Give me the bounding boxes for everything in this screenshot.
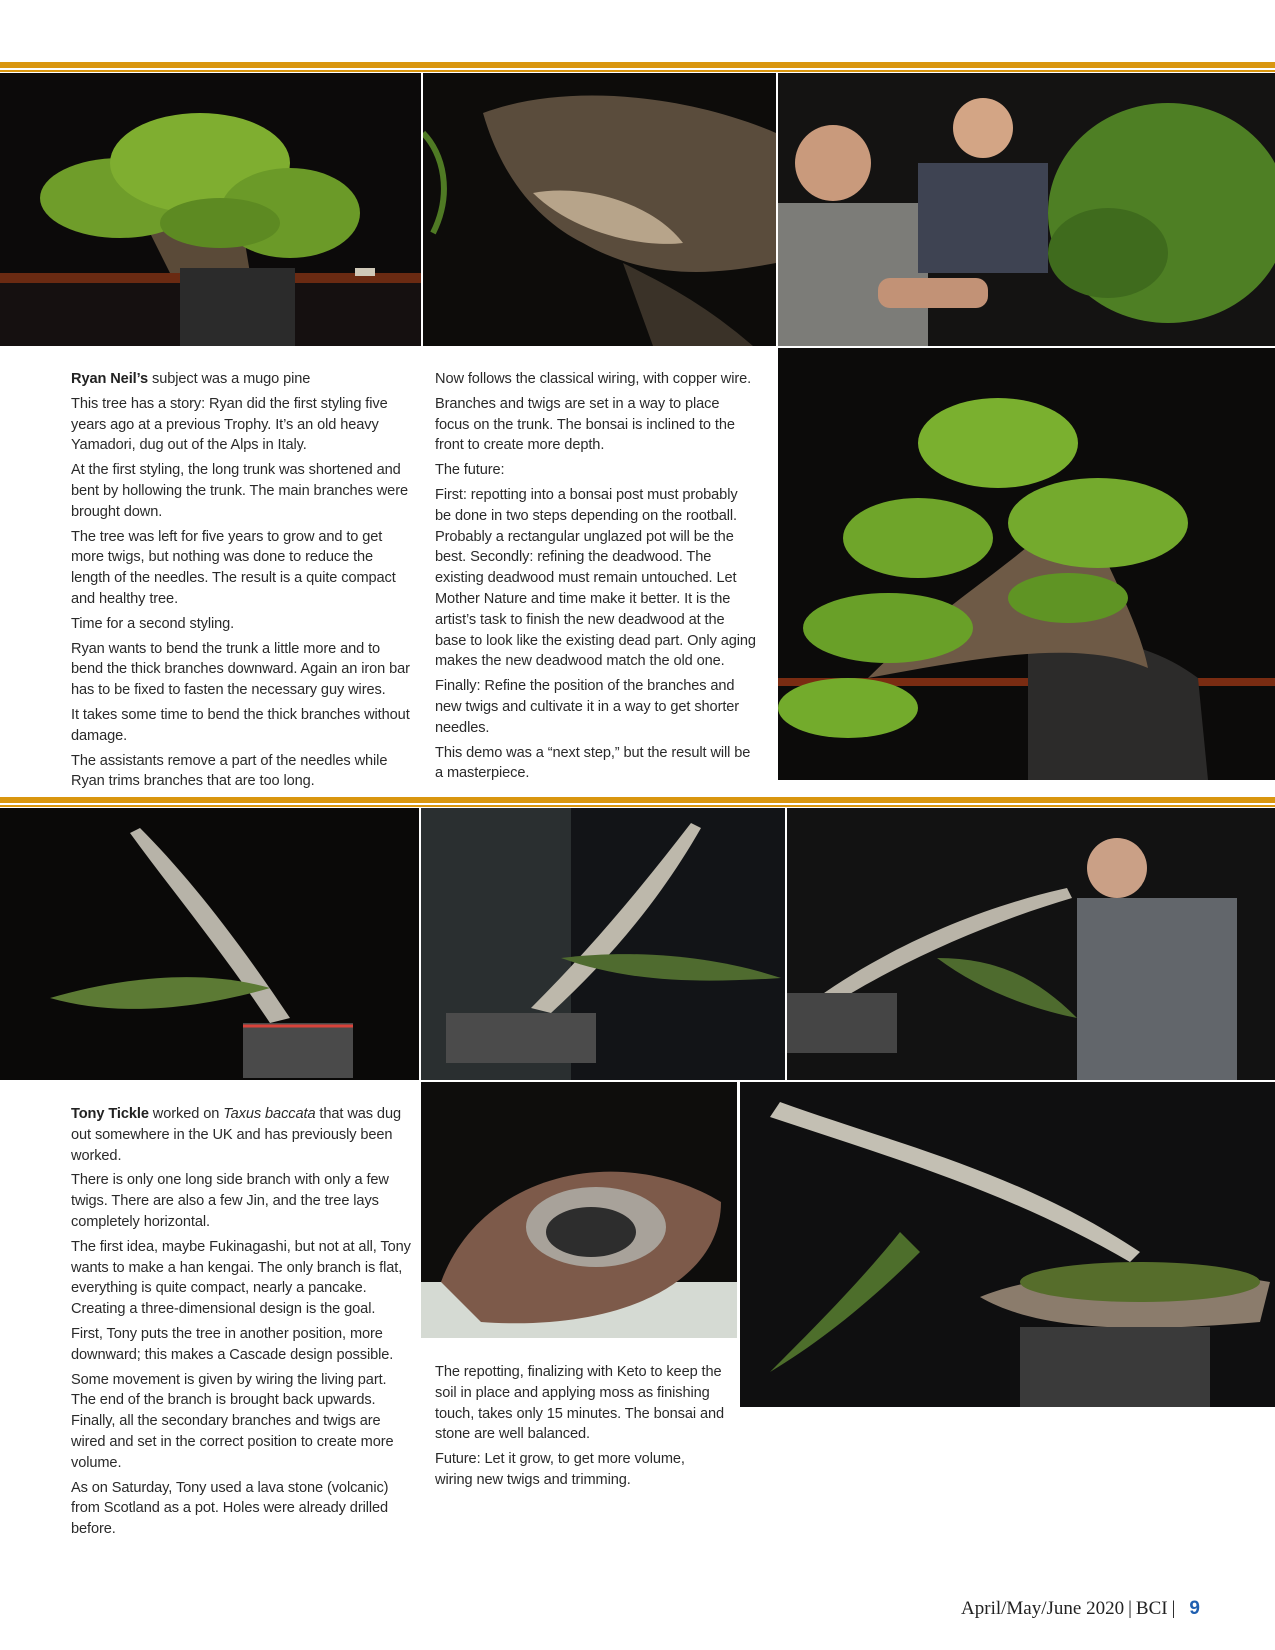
lava-stone-pot-photo: [421, 1082, 737, 1338]
paragraph: It takes some time to bend the thick branches without damage.: [71, 706, 410, 744]
paragraph: Branches and twigs are set in a way to place focus on the trunk. The bonsai is inclined to the front to create more depth.: [435, 395, 735, 454]
tony-tickle-text-column-2: [435, 1362, 725, 1495]
bottom-section-rule: [0, 797, 1275, 803]
paragraph: First, Tony puts the tree in another position, more downward; this makes a Cascade design possible.: [71, 1325, 394, 1363]
ryan-neil-text-column: [71, 369, 415, 796]
mugo-pine-before-photo: [0, 73, 421, 346]
tony-wiring-photo: [787, 808, 1275, 1080]
yew-wiring-photo: [421, 808, 785, 1080]
bottom-section-rule-thin: [0, 805, 1275, 807]
paragraph: Now follows the classical wiring, with copper wire.: [435, 371, 752, 387]
paragraph: As on Saturday, Tony used a lava stone (volcanic) from Scotland as a pot. Holes were already drilled before.: [71, 1479, 389, 1538]
yew-before-photo: [0, 808, 419, 1080]
top-section-rule: [0, 62, 1275, 68]
tony-tickle-text-column: [71, 1104, 411, 1544]
ryan-intro-paragraph: Ryan Neil’s subject was a mugo pine: [71, 371, 311, 387]
paragraph: Time for a second styling.: [71, 615, 235, 632]
paragraph: Finally: Refine the position of the branches and new twigs and cultivate it in a way to get shorter needles.: [435, 678, 740, 736]
paragraph: This demo was a “next step,” but the result will be a masterpiece.: [435, 744, 751, 782]
paragraph: The first idea, maybe Fukinagashi, but not at all, Tony wants to make a han kengai. The only branch is flat, everything is quite compact, nearly a pancake. Creating a three-dimensional design is the goal.: [71, 1238, 411, 1318]
tony-intro-paragraph: Tony Tickle worked on Taxus baccata that was dug out somewhere in the UK and has previously been worked.: [71, 1106, 401, 1164]
ryan-neil-text-column-2: [435, 369, 757, 788]
paragraph: The repotting, finalizing with Keto to keep the soil in place and applying moss as finishing touch, takes only 15 minutes. The bonsai and stone are well balanced.: [435, 1364, 725, 1443]
paragraph: The tree was left for five years to grow and to get more twigs, but nothing was done to reduce the length of the needles. The result is a quite compact and healthy tree.: [71, 528, 396, 607]
yew-final-photo: [740, 1082, 1275, 1407]
paragraph: Some movement is given by wiring the living part. The end of the branch is brought back upwards. Finally, all the secondary branches and twigs are wired and set in the correct position to create more volume.: [71, 1371, 394, 1471]
top-section-rule-thin: [0, 70, 1275, 72]
page-number: 9: [1189, 1598, 1200, 1619]
paragraph: This tree has a story: Ryan did the first styling five years ago at a previous Trophy. It’s an old heavy Yamadori, dug out of the Alps in Italy.: [71, 395, 388, 454]
paragraph: The assistants remove a part of the needles while Ryan trims branches that are too long.: [71, 752, 388, 790]
page-footer: [961, 1598, 1200, 1620]
footer-separator: |: [1171, 1598, 1176, 1619]
paragraph: Ryan wants to bend the trunk a little more and to bend the thick branches downward. Again an iron bar has to be fixed to fasten the necessary guy wires.: [71, 640, 410, 699]
paragraph: There is only one long side branch with only a few twigs. There are also a few Jin, and the tree lays completely horizontal.: [71, 1172, 389, 1230]
paragraph: First: repotting into a bonsai post must probably be done in two steps depending on the rootball. Probably a rectangular unglazed pot will be the best. Secondly: refining the deadwood. The existing deadwood must remain untouched. Let Mother Nature and time make it better. It is the artist’s task to finish the new deadwood at the base to look like the existing dead part. Only aging makes the new deadwood match the old one.: [435, 486, 756, 670]
issue-date: April/May/June 2020: [961, 1598, 1125, 1619]
mugo-pine-after-photo: [778, 348, 1275, 780]
artists-wiring-photo: [778, 73, 1275, 346]
footer-separator: |: [1128, 1598, 1132, 1619]
paragraph: At the first styling, the long trunk was shortened and bent by hollowing the trunk. The main branches were brought down.: [71, 462, 408, 520]
paragraph: Future: Let it grow, to get more volume, wiring new twigs and trimming.: [435, 1451, 685, 1488]
deadwood-closeup-photo: [423, 73, 776, 346]
paragraph: The future:: [435, 462, 505, 479]
magazine-name: BCI: [1135, 1598, 1168, 1619]
